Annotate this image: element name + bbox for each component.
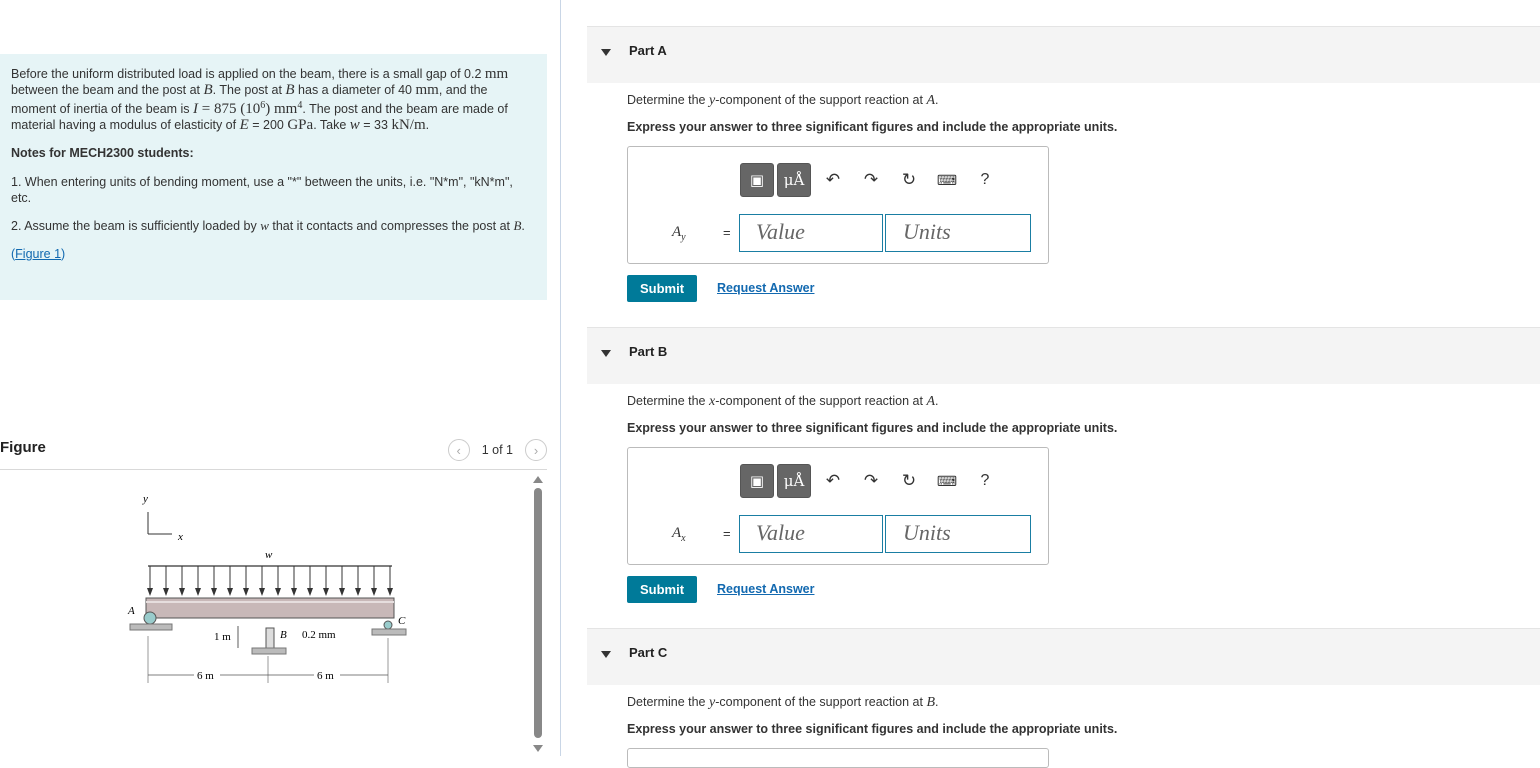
part-a-title: Part A xyxy=(629,43,667,58)
part-a-instructions: Express your answer to three significant figures and include the appropriate units. xyxy=(627,120,1118,134)
reset-icon[interactable]: ↻ xyxy=(901,471,917,490)
units-input[interactable]: Units xyxy=(885,214,1031,252)
load-arrow-head xyxy=(291,588,297,596)
part-b-answer-box xyxy=(627,447,1049,565)
help-icon[interactable]: ? xyxy=(980,472,990,489)
load-arrow-head xyxy=(371,588,377,596)
collapse-triangle-icon[interactable] xyxy=(601,350,611,357)
label-y: y xyxy=(143,493,148,505)
part-b-toolbar xyxy=(740,464,1004,498)
right-panel xyxy=(561,0,1540,756)
label-b: B xyxy=(280,629,287,641)
part-c-instructions: Express your answer to three significant figures and include the appropriate units. xyxy=(627,722,1118,736)
load-arrow-head xyxy=(243,588,249,596)
figure-pager xyxy=(448,439,547,461)
request-answer-link[interactable]: Request Answer xyxy=(717,582,815,596)
label-gap: 0.2 mm xyxy=(302,629,336,641)
collapse-triangle-icon[interactable] xyxy=(601,49,611,56)
equals-sign: = xyxy=(723,225,731,240)
load-arrow-head xyxy=(211,588,217,596)
load-arrow-head xyxy=(323,588,329,596)
keyboard-icon[interactable]: ⌨ xyxy=(936,472,958,489)
ground-a xyxy=(130,624,172,630)
part-b-title: Part B xyxy=(629,344,668,359)
ground-b xyxy=(252,648,286,654)
load-arrow-head xyxy=(179,588,185,596)
redo-icon[interactable]: ↷ xyxy=(863,471,879,490)
beam-figure xyxy=(110,478,420,688)
notes-title: Notes for MECH2300 students: xyxy=(11,146,194,161)
label-c: C xyxy=(398,615,406,627)
load-arrow-head xyxy=(387,588,393,596)
request-answer-link[interactable]: Request Answer xyxy=(717,281,815,295)
part-c-title: Part C xyxy=(629,645,668,660)
scroll-thumb[interactable] xyxy=(534,488,542,738)
post-b xyxy=(266,628,274,648)
load-arrow-head xyxy=(227,588,233,596)
templates-icon[interactable]: ▣ xyxy=(740,464,774,498)
problem-statement xyxy=(0,54,547,300)
ground-c xyxy=(372,629,406,635)
part-c-question: Determine the y-component of the support reaction at B. xyxy=(627,695,939,710)
units-symbol-button[interactable]: μÅ xyxy=(777,464,811,498)
part-a-answer-box xyxy=(627,146,1049,264)
load-arrows xyxy=(147,566,393,596)
load-arrow-head xyxy=(355,588,361,596)
help-icon[interactable]: ? xyxy=(980,171,990,188)
pager-text: 1 of 1 xyxy=(481,443,513,457)
chevron-left-icon[interactable]: ‹ xyxy=(448,439,470,461)
load-arrow-head xyxy=(259,588,265,596)
load-arrow-head xyxy=(307,588,313,596)
undo-icon[interactable]: ↶ xyxy=(825,471,841,490)
label-6m-left: 6 m xyxy=(197,670,214,682)
part-a-header[interactable] xyxy=(587,26,1540,83)
units-symbol-button[interactable]: μÅ xyxy=(777,163,811,197)
submit-button[interactable]: Submit xyxy=(627,576,697,603)
beam-diagram xyxy=(110,478,420,688)
submit-button[interactable]: Submit xyxy=(627,275,697,302)
label-6m-right: 6 m xyxy=(317,670,334,682)
part-b-header[interactable] xyxy=(587,327,1540,384)
part-b-question: Determine the x-component of the support reaction at A. xyxy=(627,394,939,409)
part-a-question: Determine the y-component of the support reaction at A. xyxy=(627,93,939,108)
roller-support-c xyxy=(384,621,392,629)
load-arrow-head xyxy=(275,588,281,596)
load-arrow-head xyxy=(195,588,201,596)
units-input[interactable]: Units xyxy=(885,515,1031,553)
figure-title: Figure xyxy=(0,439,46,456)
pin-support-a xyxy=(144,612,156,624)
scroll-up-icon[interactable] xyxy=(533,476,543,483)
collapse-triangle-icon[interactable] xyxy=(601,651,611,658)
undo-icon[interactable]: ↶ xyxy=(825,170,841,189)
figure-link-line: (Figure 1) xyxy=(11,247,66,262)
part-c-header[interactable] xyxy=(587,628,1540,685)
load-arrow-head xyxy=(339,588,345,596)
chevron-right-icon[interactable]: › xyxy=(525,439,547,461)
left-panel xyxy=(0,0,560,756)
part-b-instructions: Express your answer to three significant figures and include the appropriate units. xyxy=(627,421,1118,435)
templates-icon[interactable]: ▣ xyxy=(740,163,774,197)
scroll-down-icon[interactable] xyxy=(533,745,543,752)
part-a-toolbar xyxy=(740,163,1004,197)
label-1m: 1 m xyxy=(214,631,231,643)
note-2: 2. Assume the beam is sufficiently loaded by w that it contacts and compresses the post at B. xyxy=(11,218,525,234)
part-a-variable: $A_y$ xyxy=(672,224,686,243)
equals-sign: = xyxy=(723,526,731,541)
value-input[interactable]: Value xyxy=(739,515,883,553)
part-b-variable: $A_x$ xyxy=(672,525,686,544)
redo-icon[interactable]: ↷ xyxy=(863,170,879,189)
figure-header xyxy=(0,436,547,470)
part-c-answer-box xyxy=(627,748,1049,768)
load-arrow-head xyxy=(147,588,153,596)
value-input[interactable]: Value xyxy=(739,214,883,252)
load-arrow-head xyxy=(163,588,169,596)
reset-icon[interactable]: ↻ xyxy=(901,170,917,189)
keyboard-icon[interactable]: ⌨ xyxy=(936,171,958,188)
figure-scrollbar[interactable] xyxy=(532,472,544,756)
problem-text: Before the uniform distributed load is applied on the beam, there is a small gap of 0.2 mm between the beam and the post at B. The post at B has a diameter of 40 mm, and the moment of inertia of the beam is I = 875 $(10^6)$ $mm^4$. The post and the beam are made of material having a modulus of elasticity of E = 200 GPa. Take w = 33 kN/m. xyxy=(11,66,509,134)
note-1: 1. When entering units of bending moment, use a "*" between the units, i.e. "N*m", "kN*m", etc. xyxy=(11,175,513,206)
label-a: A xyxy=(128,605,135,617)
label-x: x xyxy=(178,531,183,543)
figure-link[interactable]: Figure 1 xyxy=(15,247,62,262)
label-w: w xyxy=(265,549,273,561)
